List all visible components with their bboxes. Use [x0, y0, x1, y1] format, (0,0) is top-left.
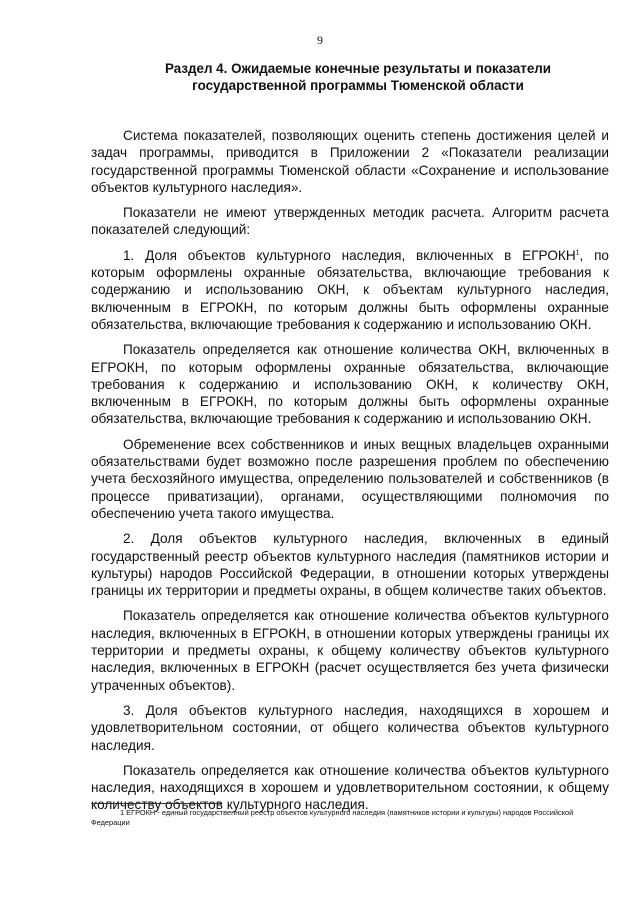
footnote-text: 1 ЕГРОКН - единый государственный реестр объектов культурного наследия (памятников истории и культуры) народов Российской Федерации	[91, 808, 574, 827]
section-heading-line-1: Раздел 4. Ожидаемые конечные результаты и показатели	[164, 61, 552, 76]
paragraph-indicator-1-method: Показатель определяется как отношение количества ОКН, включенных в ЕГРОКН, по которым оформлены охранные обязательства, включающие требования к содержанию и использованию ОКН, к количеству ОКН, включенным в ЕГРОКН, по которым должны быть оформлены охранные обязательства, включающие требования к содержанию и использованию ОКН.	[91, 342, 609, 427]
footnote-reference[interactable]: 1	[575, 249, 580, 257]
document-body	[91, 127, 609, 822]
paragraph-encumbrance: Обременение всех собственников и иных вещных владельцев охранными обязательствами будет возможно после разрешения проблем по обеспечению учета бесхозяйного имущества, определению пользователей и собственников (в процессе приватизации), органами, осуществляющими полномочия по обеспечению учета такого имущества.	[91, 436, 609, 521]
footnote-divider	[91, 803, 221, 804]
paragraph-indicator-2: 2. Доля объектов культурного наследия, включенных в единый государственный реестр объектов культурного наследия (памятников истории и культуры) народов Российской Федерации, в отношении которых утверждены границы их территории и предметы охраны, в общем количестве таких объектов.	[91, 531, 609, 599]
paragraph-calculation-intro: Показатели не имеют утвержденных методик расчета. Алгоритм расчета показателей следующий:	[91, 205, 609, 238]
paragraph-indicator-1	[91, 247, 609, 333]
paragraph-indicator-2-method: Показатель определяется как отношение количества объектов культурного наследия, включенных в ЕГРОКН, в отношении которых утверждены границы их территории и предметы охраны, к общему количеству объектов культурного наследия, включенных в ЕГРОКН (расчет осуществляется без учета физически утраченных объектов).	[91, 608, 609, 693]
paragraph-indicator-system: Система показателей, позволяющих оценить степень достижения целей и задач программы, приводится в Приложении 2 «Показатели реализации государственной программы Тюменской области «Сохранение и использование объектов культурного наследия».	[91, 128, 609, 195]
section-heading	[98, 60, 618, 94]
paragraph-indicator-3: 3. Доля объектов культурного наследия, находящихся в хорошем и удовлетворительном состоянии, от общего количества объектов культурного наследия.	[91, 702, 609, 753]
section-heading-line-2: государственной программы Тюменской области	[192, 78, 524, 93]
indicator-1-text-continued: , по которым оформлены охранные обязательства, включающие требования к содержанию и использованию ОКН, к объектам культурного наследия, включенным в ЕГРОКН, по которым должны быть оформлены охранные обязательства, включающие требования к содержанию и использованию ОКН.	[91, 247, 609, 332]
paragraph-indicator-3-method: Показатель определяется как отношение количества объектов культурного наследия, находящихся в хорошем и удовлетворительном состоянии, к общему количеству объектов культурного наследия.	[91, 762, 609, 813]
page-number: 9	[317, 33, 323, 47]
indicator-1-text: 1. Доля объектов культурного наследия, включенных в ЕГРОКН	[123, 247, 576, 263]
